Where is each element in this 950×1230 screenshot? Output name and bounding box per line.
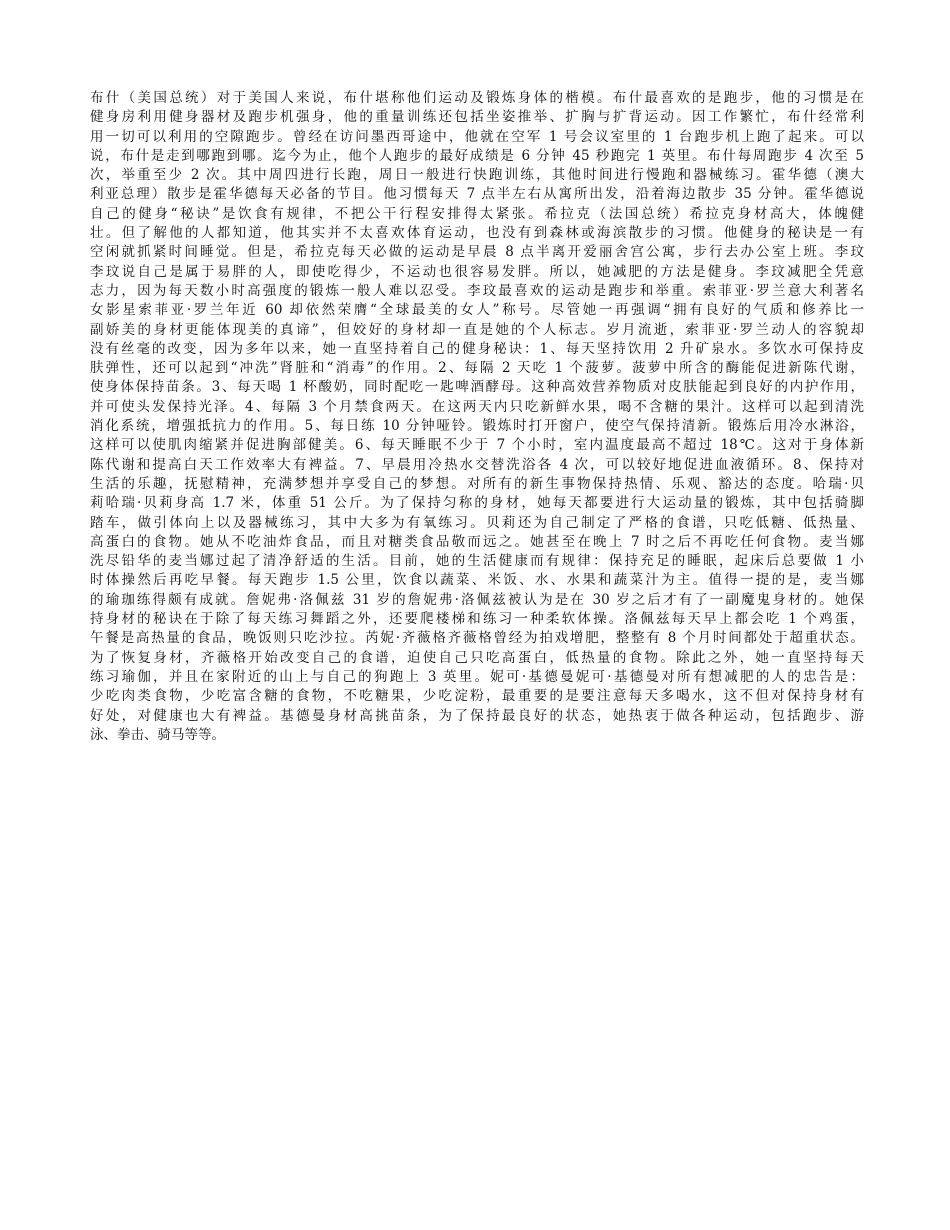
text-line: 生活的乐趣，抚慰精神，充满梦想并享受自己的梦想。对所有的新生事物保持热情、乐观、豁达的态度。哈瑞·贝 <box>90 475 864 492</box>
text-line: 好处，对健康也大有裨益。基德曼身材高挑苗条，为了保持最良好的状态，她热衷于做各种运动，包括跑步、游 <box>90 707 864 724</box>
text-line: 说，布什是走到哪跑到哪。迄今为止，他个人跑步的最好成绩是 6 分钟 45 秒跑完 1 英里。布什每周跑步 4 次至 5 <box>90 147 864 164</box>
text-line: 女影星索菲亚·罗兰年近 60 却依然荣膺“全球最美的女人”称号。尽管她一再强调“拥有良好的气质和修养比一 <box>90 302 864 319</box>
text-line: 并可使头发保持光泽。4、每隔 3 个月禁食两天。在这两天内只吃新鲜水果，喝不含糖的果汁。这样可以起到清洗 <box>90 398 864 415</box>
text-line: 莉哈瑞·贝莉身高 1.7 米，体重 51 公斤。为了保持匀称的身材，她每天都要进行大运动量的锻炼，其中包括骑脚 <box>90 495 864 512</box>
text-line: 的瑜珈练得颇有成就。詹妮弗·洛佩兹 31 岁的詹妮弗·洛佩兹被认为是在 30 岁之后才有了一副魔鬼身材的。她保 <box>90 591 864 608</box>
text-line: 练习瑜伽，并且在家附近的山上与自己的狗跑上 3 英里。妮可·基德曼妮可·基德曼对所有想减肥的人的忠告是： <box>90 668 864 685</box>
text-line: 踏车，做引体向上以及器械练习，其中大多为有氧练习。贝莉还为自己制定了严格的食谱，只吃低糖、低热量、 <box>90 514 864 531</box>
text-line: 少吃肉类食物，少吃富含糖的食物，不吃糖果，少吃淀粉，最重要的是要注意每天多喝水，这不但对保持身材有 <box>90 688 864 705</box>
text-line: 没有丝毫的改变，因为多年以来，她一直坚持着自己的健身秘诀：1、每天坚持饮用 2 升矿泉水。多饮水可保持皮 <box>90 340 864 357</box>
text-line: 使身体保持苗条。3、每天喝 1 杯酸奶，同时配吃一匙啤酒酵母。这种高效营养物质对皮肤能起到良好的内护作用， <box>90 379 864 396</box>
text-line: 健身房利用健身器材及跑步机强身，他的重量训练还包括坐姿推举、扩胸与扩背运动。因工作繁忙，布什经常利 <box>90 109 864 126</box>
text-line: 洗尽铅华的麦当娜过起了清净舒适的生活。目前，她的生活健康而有规律：保持充足的睡眠，起床后总要做 1 小 <box>90 553 864 570</box>
text-line: 志力，因为每天数小时高强度的锻炼一般人难以忍受。李玟最喜欢的运动是跑步和举重。索菲亚·罗兰意大利著名 <box>90 282 864 299</box>
document-body <box>90 89 864 745</box>
text-line: 空闲就抓紧时间睡觉。但是，希拉克每天必做的运动是早晨 8 点半离开爱丽舍宫公寓，步行去办公室上班。李玟 <box>90 244 864 261</box>
text-line-last: 泳、拳击、骑马等等。 <box>90 726 225 743</box>
text-line: 用一切可以利用的空隙跑步。曾经在访问墨西哥途中，他就在空军 1 号会议室里的 1 台跑步机上跑了起来。可以 <box>90 128 864 145</box>
text-line: 高蛋白的食物。她从不吃油炸食品，而且对糖类食品敬而远之。她甚至在晚上 7 时之后不再吃任何食物。麦当娜 <box>90 533 864 550</box>
text-line: 这样可以使肌肉缩紧并促进胸部健美。6、每天睡眠不少于 7 个小时，室内温度最高不超过 18℃。这对于身体新 <box>90 437 864 454</box>
text-line: 肤弹性，还可以起到“冲洗”肾脏和“消毒”的作用。2、每隔 2 天吃 1 个菠萝。菠萝中所含的酶能促进新陈代谢， <box>90 360 864 377</box>
text-line: 时体操然后再吃早餐。每天跑步 1.5 公里，饮食以蔬菜、米饭、水、水果和蔬菜汁为主。值得一提的是，麦当娜 <box>90 572 864 589</box>
text-line: 持身材的秘诀在于除了每天练习舞蹈之外，还要爬楼梯和练习一种柔软体操。洛佩兹每天早上都会吃 1 个鸡蛋， <box>90 611 864 628</box>
text-line: 午餐是高热量的食品，晚饭则只吃沙拉。芮妮·齐薇格齐薇格曾经为拍戏增肥，整整有 8 个月时间都处于超重状态。 <box>90 630 864 647</box>
text-line: 副娇美的身材更能体现美的真谛”，但姣好的身材却一直是她的个人标志。岁月流逝，索菲亚·罗兰动人的容貌却 <box>90 321 864 338</box>
text-line: 自己的健身“秘诀”是饮食有规律，不把公干行程安排得太紧张。希拉克（法国总统）希拉克身材高大，体魄健 <box>90 205 864 222</box>
text-line: 消化系统，增强抵抗力的作用。5、每日练 10 分钟哑铃。锻炼时打开窗户，使空气保持清新。锻炼后用冷水淋浴， <box>90 418 864 435</box>
text-line: 次，举重至少 2 次。其中周四进行长跑，周日一般进行快跑训练，其他时间进行慢跑和器械练习。霍华德（澳大 <box>90 167 864 184</box>
text-line: 陈代谢和提高白天工作效率大有裨益。7、早晨用冷热水交替洗浴各 4 次，可以较好地促进血液循环。8、保持对 <box>90 456 864 473</box>
text-line: 布什（美国总统）对于美国人来说，布什堪称他们运动及锻炼身体的楷模。布什最喜欢的是跑步，他的习惯是在 <box>90 90 864 106</box>
text-line: 利亚总理）散步是霍华德每天必备的节目。他习惯每天 7 点半左右从寓所出发，沿着海边散步 35 分钟。霍华德说 <box>90 186 864 203</box>
text-line: 壮。但了解他的人都知道，他其实并不太喜欢体育运动，也没有到森林或海滨散步的习惯。他健身的秘诀是一有 <box>90 225 864 242</box>
text-line: 李玟说自己是属于易胖的人，即使吃得少，不运动也很容易发胖。所以，她减肥的方法是健身。李玟减肥全凭意 <box>90 263 864 280</box>
text-line: 为了恢复身材，齐薇格开始改变自己的食谱，迫使自己只吃高蛋白，低热量的食物。除此之外，她一直坚持每天 <box>90 649 864 666</box>
